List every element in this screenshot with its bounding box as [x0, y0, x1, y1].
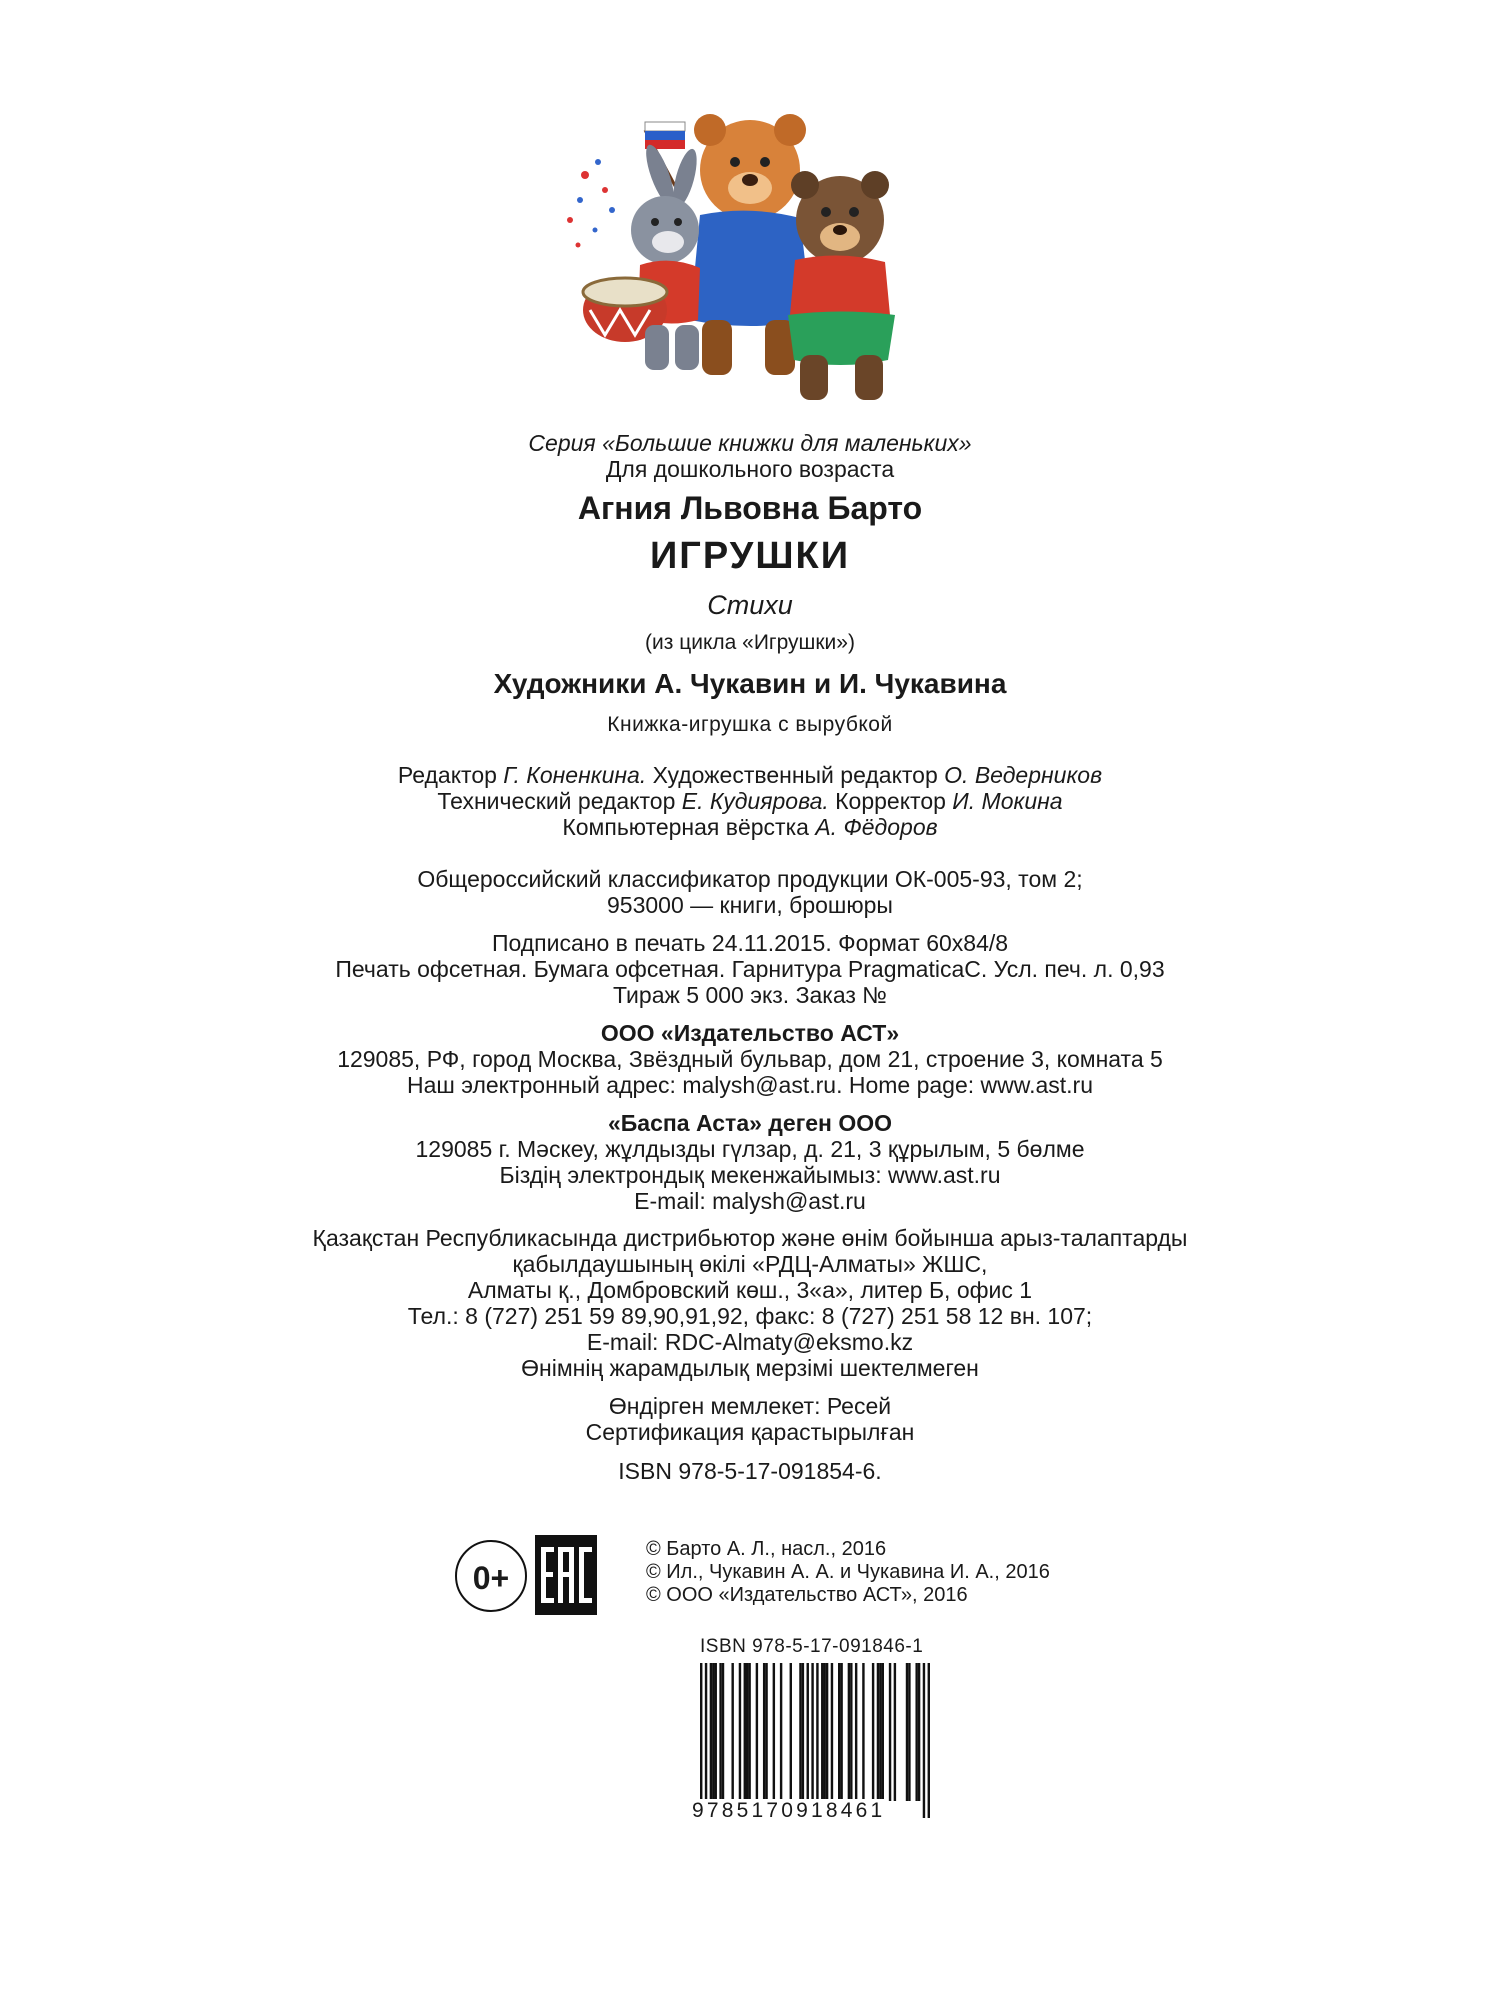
barcode-bar: [850, 1663, 852, 1801]
publisher-ru-name: ООО «Издательство АСТ»: [600, 1020, 900, 1046]
bunny-drummer-icon: [583, 142, 701, 370]
publisher-kz-name: «Баспа Аста» деген ООО: [607, 1110, 893, 1136]
barcode-bar: [756, 1663, 758, 1801]
series-line: Серия «Большие книжки для маленьких»: [528, 430, 972, 456]
barcode-bar: [840, 1663, 842, 1801]
barcode-bar: [908, 1663, 910, 1801]
barcode-bar: [700, 1663, 702, 1818]
credits-line-3: Компьютерная вёрстка А. Фёдоров: [562, 814, 938, 840]
barcode-bar: [831, 1663, 833, 1801]
proofreader-name: И. Мокина: [952, 788, 1063, 814]
barcode-bar: [862, 1663, 864, 1801]
barcode-bar: [731, 1663, 733, 1801]
publisher-ru-address: 129085, РФ, город Москва, Звёздный бульвар, дом 21, строение 3, комната 5: [337, 1046, 1163, 1072]
barcode-bar: [746, 1663, 748, 1801]
barcode-bar: [710, 1663, 712, 1801]
barcode-bar: [894, 1663, 896, 1801]
fireworks-icon: [567, 159, 615, 248]
barcode-bar: [780, 1663, 782, 1801]
layout-designer-name: А. Фёдоров: [815, 814, 938, 840]
book-type: Книжка-игрушка с вырубкой: [607, 713, 893, 736]
barcode-bar: [879, 1663, 881, 1801]
barcode-bar: [739, 1663, 741, 1801]
eac-mark-icon: [535, 1535, 597, 1615]
barcode-bar: [773, 1663, 775, 1801]
age-rating-badge: 0+: [455, 1540, 527, 1612]
barcode-bar: [790, 1663, 792, 1801]
barcode-bar: [799, 1663, 801, 1801]
genre: Стихи: [707, 590, 793, 620]
artists: Художники А. Чукавин и И. Чукавина: [493, 668, 1007, 699]
barcode-bar: [816, 1663, 818, 1818]
barcode-bar: [765, 1663, 767, 1801]
barcode-isbn-label: ISBN 978-5-17-091846-1: [700, 1636, 924, 1657]
print-info-line-1: Подписано в печать 24.11.2015. Формат 60х84/8: [491, 930, 1009, 956]
author: Агния Львовна Барто: [577, 490, 923, 526]
distributor-line-1: Қазақстан Республикасында дистрибьютор және өнім бойынша арыз-талаптарды: [312, 1225, 1188, 1251]
barcode-bar: [744, 1663, 746, 1801]
barcode-bar: [821, 1663, 823, 1801]
barcode-bar: [915, 1663, 917, 1801]
publisher-kz-address: 129085 г. Мәскеу, жұлдызды гүлзар, д. 21, 3 құрылым, 5 бөлме: [415, 1136, 1085, 1162]
barcode-bar: [722, 1663, 724, 1801]
classifier-line-2: 953000 — книги, брошюры: [607, 892, 893, 918]
cycle: (из цикла «Игрушки»): [645, 631, 855, 654]
credits-line-1: Редактор Г. Коненкина. Художественный редактор О. Ведерников: [397, 762, 1103, 788]
editor-name: Г. Коненкина.: [503, 762, 647, 788]
toys-illustration: [550, 100, 970, 420]
classifier-line-1: Общероссийский классификатор продукции ОК-005-93, том 2;: [417, 866, 1083, 892]
book-title: ИГРУШКИ: [649, 535, 851, 577]
credits-line-2: Технический редактор Е. Кудиярова. Корректор И. Мокина: [437, 788, 1063, 814]
publisher-kz-site: Біздің электрондық мекенжайымыз: www.ast.ru: [499, 1162, 1001, 1188]
barcode-bar: [872, 1663, 874, 1801]
copyright-line: © Барто А. Л., насл., 2016: [646, 1538, 887, 1560]
origin-line-2: Сертификация қарастырылған: [585, 1419, 915, 1445]
brown-bear-icon: [788, 171, 895, 400]
tech-editor-name: Е. Кудиярова.: [681, 788, 829, 814]
print-info-line-3: Тираж 5 000 экз. Заказ №: [613, 982, 887, 1008]
publisher-ru-contacts: Наш электронный адрес: malysh@ast.ru. Home page: www.ast.ru: [406, 1072, 1094, 1098]
barcode-bar: [748, 1663, 750, 1801]
barcode-bar: [826, 1663, 828, 1801]
distributor-line-5: E-mail: RDC-Almaty@eksmo.kz: [586, 1329, 914, 1355]
copyright-line: © ООО «Издательство АСТ», 2016: [646, 1584, 968, 1606]
barcode-bar: [811, 1663, 813, 1818]
copyright-block: [646, 1538, 1050, 1607]
distributor-line-2: қабылдаушының өкілі «РДЦ-Алматы» ЖШС,: [512, 1251, 988, 1277]
barcode-bar: [906, 1663, 908, 1801]
barcode-bar: [719, 1663, 721, 1801]
barcode-bar: [923, 1663, 925, 1818]
barcode-bar: [807, 1663, 809, 1801]
barcode-bar: [763, 1663, 765, 1801]
art-editor-name: О. Ведерников: [944, 762, 1103, 788]
isbn-text: ISBN 978-5-17-091854-6.: [618, 1458, 882, 1484]
barcode-bar: [877, 1663, 879, 1801]
age-group: Для дошкольного возраста: [605, 456, 895, 482]
barcode-bar: [889, 1663, 891, 1801]
distributor-line-4: Тел.: 8 (727) 251 59 89,90,91,92, факс: 8 (727) 251 58 12 вн. 107;: [407, 1303, 1093, 1329]
barcode-bar: [823, 1663, 825, 1801]
barcode-digits: 9785170918461: [692, 1799, 886, 1822]
barcode-bar: [882, 1663, 884, 1801]
copyright-line: © Ил., Чукавин А. А. и Чукавина И. А., 2016: [646, 1561, 1050, 1583]
print-info-line-2: Печать офсетная. Бумага офсетная. Гарнитура PragmaticaC. Усл. печ. л. 0,93: [335, 956, 1165, 982]
distributor-line-6: Өнімнің жарамдылық мерзімі шектелмеген: [521, 1355, 979, 1381]
barcode-bar: [928, 1663, 930, 1818]
barcode-bar: [715, 1663, 717, 1801]
barcode-bar: [838, 1663, 840, 1801]
barcode-bar: [848, 1663, 850, 1801]
barcode-bar: [802, 1663, 804, 1801]
origin-line-1: Өндірген мемлекет: Ресей: [608, 1393, 892, 1419]
barcode-bar: [918, 1663, 920, 1801]
barcode-bar: [705, 1663, 707, 1818]
barcode-bar: [712, 1663, 714, 1801]
barcode-bar: [855, 1663, 857, 1801]
publisher-kz-email: E-mail: malysh@ast.ru: [634, 1188, 866, 1214]
distributor-line-3: Алматы қ., Домбровский көш., 3«а», литер Б, офис 1: [467, 1277, 1033, 1303]
